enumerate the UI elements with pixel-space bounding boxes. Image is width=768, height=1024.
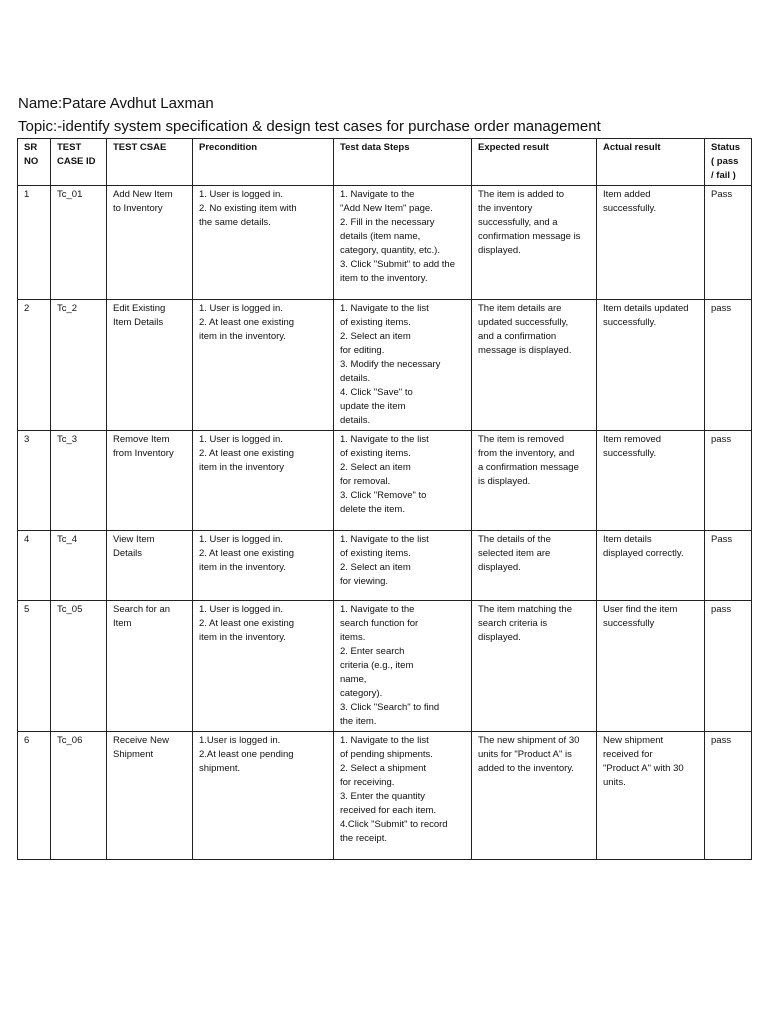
table-row bbox=[18, 531, 752, 601]
header-test-case-id: TEST CASE ID bbox=[51, 139, 107, 186]
cell-expected-result: The item matching the search criteria is displayed. bbox=[472, 601, 597, 732]
cell-test-case-id: Tc_01 bbox=[51, 186, 107, 300]
header-status: Status ( pass / fail ) bbox=[705, 139, 752, 186]
document-topic: Topic:-identify system specification & design test cases for purchase order management bbox=[18, 118, 601, 135]
cell-test-case-id: Tc_06 bbox=[51, 732, 107, 860]
cell-status: Pass bbox=[705, 186, 752, 300]
cell-status: Pass bbox=[705, 531, 752, 601]
table-header-row bbox=[18, 139, 752, 186]
cell-precondition: 1. User is logged in. 2. No existing item with the same details. bbox=[193, 186, 334, 300]
table-row bbox=[18, 732, 752, 860]
cell-precondition: 1. User is logged in. 2. At least one existing item in the inventory. bbox=[193, 300, 334, 431]
table-row bbox=[18, 601, 752, 732]
test-case-table bbox=[17, 138, 752, 860]
cell-expected-result: The item is removed from the inventory, and a confirmation message is displayed. bbox=[472, 431, 597, 531]
cell-test-steps: 1. Navigate to the list of existing items. 2. Select an item for viewing. bbox=[334, 531, 472, 601]
cell-test-case-id: Tc_4 bbox=[51, 531, 107, 601]
cell-test-case: Remove Item from Inventory bbox=[107, 431, 193, 531]
cell-sr-no: 3 bbox=[18, 431, 51, 531]
cell-test-steps: 1. Navigate to the list of existing items. 2. Select an item for editing. 3. Modify the necessary details. 4. Click "Save" to update the item details. bbox=[334, 300, 472, 431]
cell-test-case-id: Tc_3 bbox=[51, 431, 107, 531]
cell-status: pass bbox=[705, 300, 752, 431]
cell-sr-no: 6 bbox=[18, 732, 51, 860]
cell-actual-result: Item details displayed correctly. bbox=[597, 531, 705, 601]
header-precondition: Precondition bbox=[193, 139, 334, 186]
cell-expected-result: The item is added to the inventory successfully, and a confirmation message is displayed. bbox=[472, 186, 597, 300]
table-row bbox=[18, 431, 752, 531]
cell-test-case-id: Tc_05 bbox=[51, 601, 107, 732]
cell-actual-result: Item added successfully. bbox=[597, 186, 705, 300]
cell-test-steps: 1. Navigate to the list of pending shipments. 2. Select a shipment for receiving. 3. Enter the quantity received for each item. 4.Click "Submit" to record the receipt. bbox=[334, 732, 472, 860]
cell-sr-no: 4 bbox=[18, 531, 51, 601]
cell-test-steps: 1. Navigate to the "Add New Item" page. 2. Fill in the necessary details (item name, category, quantity, etc.). 3. Click "Submit" to add the item to the inventory. bbox=[334, 186, 472, 300]
cell-test-case: Edit Existing Item Details bbox=[107, 300, 193, 431]
header-actual-result: Actual result bbox=[597, 139, 705, 186]
cell-precondition: 1. User is logged in. 2. At least one existing item in the inventory. bbox=[193, 601, 334, 732]
cell-test-case: Receive New Shipment bbox=[107, 732, 193, 860]
cell-precondition: 1. User is logged in. 2. At least one existing item in the inventory. bbox=[193, 531, 334, 601]
cell-status: pass bbox=[705, 431, 752, 531]
author-name: Name:Patare Avdhut Laxman bbox=[18, 95, 214, 112]
cell-test-steps: 1. Navigate to the list of existing items. 2. Select an item for removal. 3. Click "Remove" to delete the item. bbox=[334, 431, 472, 531]
header-test-steps: Test data Steps bbox=[334, 139, 472, 186]
cell-status: pass bbox=[705, 732, 752, 860]
cell-precondition: 1.User is logged in. 2.At least one pending shipment. bbox=[193, 732, 334, 860]
cell-actual-result: User find the item successfully bbox=[597, 601, 705, 732]
cell-test-case: Search for an Item bbox=[107, 601, 193, 732]
cell-status: pass bbox=[705, 601, 752, 732]
cell-sr-no: 2 bbox=[18, 300, 51, 431]
cell-expected-result: The item details are updated successfully, and a confirmation message is displayed. bbox=[472, 300, 597, 431]
cell-expected-result: The new shipment of 30 units for "Product A" is added to the inventory. bbox=[472, 732, 597, 860]
cell-test-case: View Item Details bbox=[107, 531, 193, 601]
header-test-case: TEST CSAE bbox=[107, 139, 193, 186]
table-row bbox=[18, 186, 752, 300]
cell-test-steps: 1. Navigate to the search function for items. 2. Enter search criteria (e.g., item name, category). 3. Click "Search" to find the item. bbox=[334, 601, 472, 732]
header-expected-result: Expected result bbox=[472, 139, 597, 186]
cell-expected-result: The details of the selected item are displayed. bbox=[472, 531, 597, 601]
cell-sr-no: 5 bbox=[18, 601, 51, 732]
cell-test-case: Add New Item to Inventory bbox=[107, 186, 193, 300]
table-row bbox=[18, 300, 752, 431]
cell-sr-no: 1 bbox=[18, 186, 51, 300]
cell-precondition: 1. User is logged in. 2. At least one existing item in the inventory bbox=[193, 431, 334, 531]
cell-test-case-id: Tc_2 bbox=[51, 300, 107, 431]
cell-actual-result: Item details updated successfully. bbox=[597, 300, 705, 431]
cell-actual-result: New shipment received for "Product A" with 30 units. bbox=[597, 732, 705, 860]
header-sr-no: SR NO bbox=[18, 139, 51, 186]
cell-actual-result: Item removed successfully. bbox=[597, 431, 705, 531]
